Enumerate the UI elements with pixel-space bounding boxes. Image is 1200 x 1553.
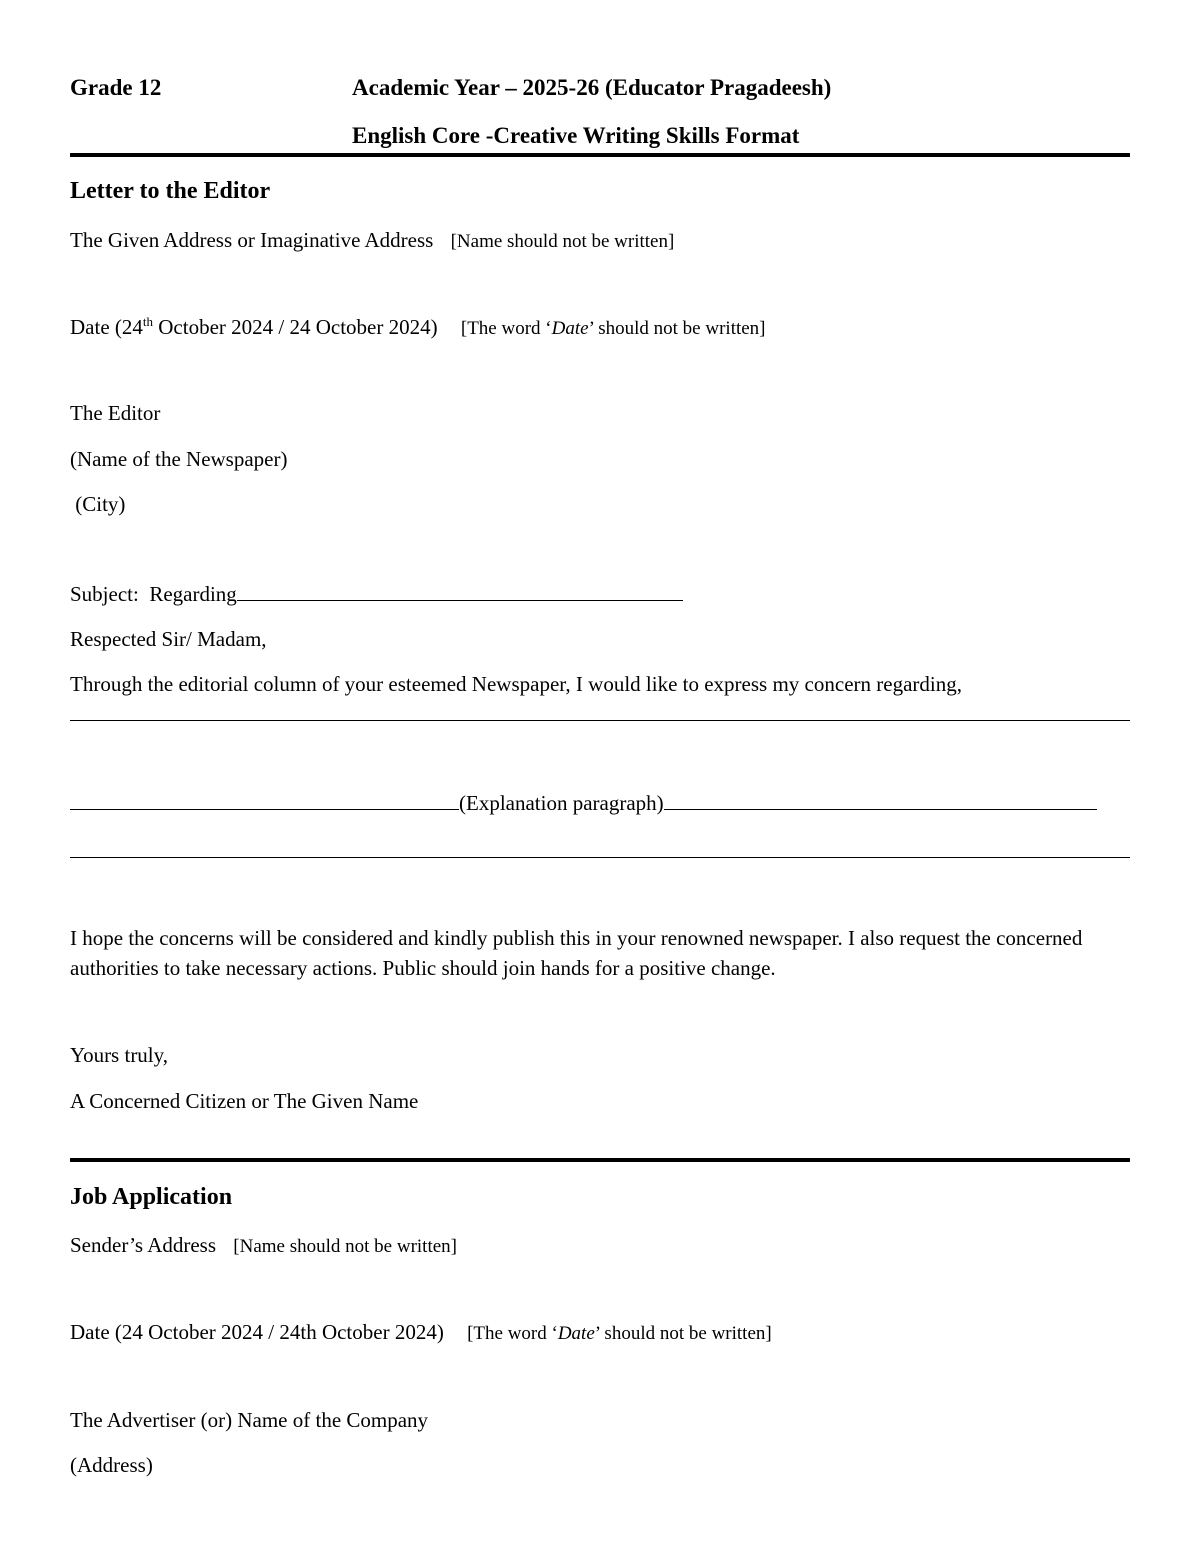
date-note-word: Date: [551, 318, 589, 339]
signature-line: A Concerned Citizen or The Given Name: [70, 1089, 419, 1113]
job-date-note-word: Date: [557, 1323, 595, 1344]
complimentary-close: Yours truly,: [70, 1043, 169, 1067]
letter-to-editor-heading: Letter to the Editor: [70, 178, 271, 204]
date-rest: October 2024 / 24 October 2024): [153, 315, 438, 339]
newspaper-line: (Name of the Newspaper): [70, 447, 288, 471]
address-line: [70, 228, 674, 254]
editor-line: The Editor: [70, 401, 161, 425]
header-divider: [70, 153, 1130, 157]
company-address-line: (Address): [70, 1453, 153, 1477]
date-note-post: ’ should not be written]: [588, 318, 766, 339]
job-date-note-pre: [The word ‘: [467, 1323, 558, 1344]
opening-line: Through the editorial column of your esteemed Newspaper, I would like to express my concern regarding,: [70, 672, 962, 696]
job-date-text: Date (24 October 2024 / 24th October 2024): [70, 1320, 444, 1344]
subject-line: [70, 582, 683, 606]
job-date-note-post: ’ should not be written]: [594, 1323, 772, 1344]
subject-text: Subject: Regarding: [70, 582, 237, 606]
salutation-line: Respected Sir/ Madam,: [70, 627, 267, 651]
explanation-blank-left: [70, 808, 459, 810]
sender-address-line: [70, 1233, 457, 1259]
subject-blank: [237, 599, 683, 601]
date-prefix: Date (24: [70, 315, 143, 339]
city-line: (City): [70, 492, 126, 516]
job-date-line: [70, 1320, 772, 1346]
closing-paragraph: I hope the concerns will be considered and kindly publish this in your renowned newspaper. I also request the concerned authorities to take necessary actions. Public should join hands for a positive change.: [70, 926, 1083, 980]
sender-address-text: Sender’s Address: [70, 1233, 217, 1257]
date-note: [461, 318, 766, 339]
explanation-label: (Explanation paragraph): [459, 791, 664, 815]
section-divider: [70, 1158, 1130, 1162]
date-line: [70, 315, 766, 341]
explanation-line: [70, 791, 1097, 815]
address-text: The Given Address or Imaginative Address: [70, 228, 434, 252]
academic-year-label: Academic Year – 2025-26 (Educator Pragadeesh): [352, 75, 832, 100]
document-subtitle: English Core -Creative Writing Skills Format: [352, 123, 800, 148]
explanation-blank-right: [664, 808, 1097, 810]
date-note-pre: [The word ‘: [460, 318, 552, 339]
date-superscript: th: [142, 314, 154, 329]
job-application-heading: Job Application: [70, 1184, 233, 1210]
address-note: [Name should not be written]: [450, 231, 675, 252]
grade-label: Grade 12: [70, 75, 162, 100]
sender-address-note: [Name should not be written]: [233, 1236, 457, 1257]
writing-blank-1: [70, 719, 1130, 721]
advertiser-line: The Advertiser (or) Name of the Company: [70, 1408, 429, 1432]
writing-blank-2: [70, 856, 1130, 858]
job-date-note: [467, 1323, 772, 1344]
